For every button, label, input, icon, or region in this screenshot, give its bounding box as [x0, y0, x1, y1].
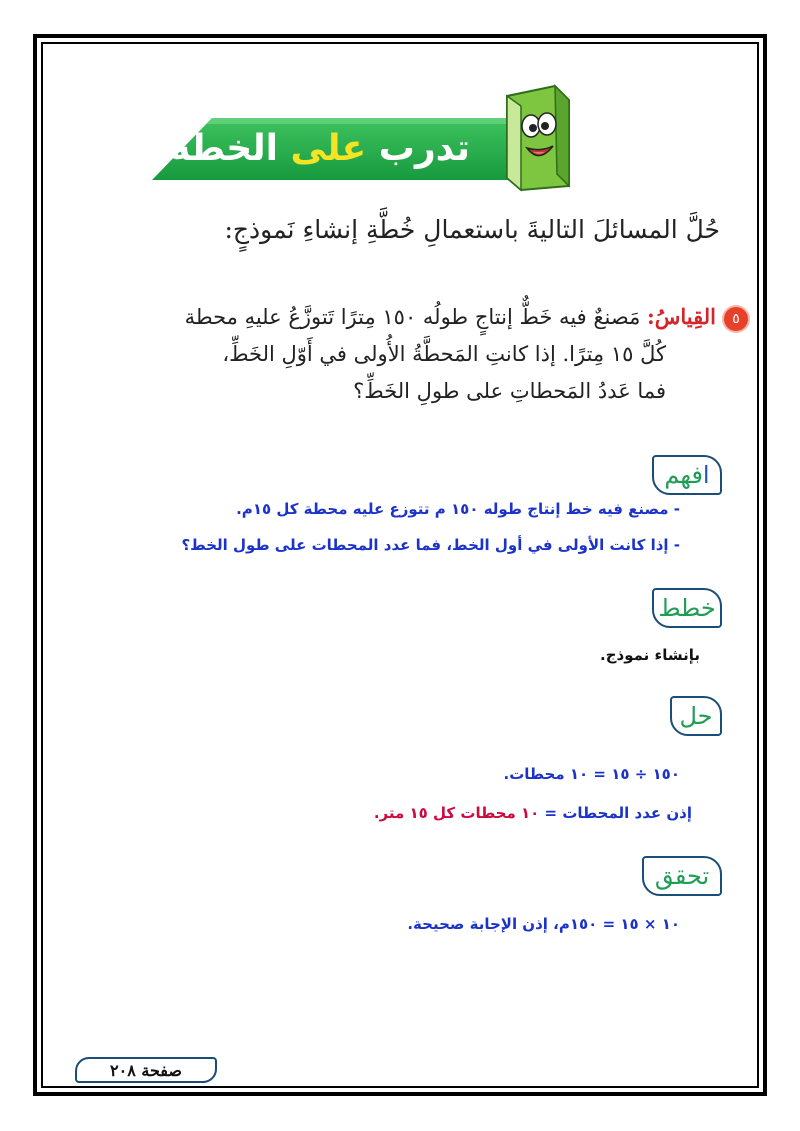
problem-line-2: كُلَّ ١٥ مِترًا. إذا كانتِ المَحطَّةُ الأُولى في أَوّلِ الخَطِّ، [222, 342, 666, 366]
solve-line-2: إذن عدد المحطات = ١٠ محطات كل ١٥ متر. [373, 804, 692, 822]
understand-line-2: - إذا كانت الأولى في أول الخط، فما عدد المحطات على طول الخط؟ [181, 536, 680, 554]
section-banner [150, 116, 530, 182]
check-line-1: ١٠ × ١٥ = ١٥٠م، إذن الإجابة صحيحة. [407, 915, 680, 933]
problem-line-3: فما عَددُ المَحطاتِ على طولِ الخَطِّ؟ [353, 379, 666, 403]
book-mascot-icon [495, 82, 575, 192]
solve-line-1: ١٥٠ ÷ ١٥ = ١٠ محطات. [503, 765, 680, 783]
tag-plan: خطط [652, 588, 722, 628]
understand-line-1: - مصنع فيه خط إنتاج طوله ١٥٠ م تتوزع عليه محطة كل ١٥م. [236, 500, 680, 518]
page-number: صفحة ٢٠٨ [110, 1060, 182, 1080]
tag-understand: ا فهم [652, 455, 722, 495]
problem-statement [108, 298, 748, 410]
problem-line-1: ٥القِياسُ: مَصنعٌ فيه خَطٌّ إنتاجٍ طولُه ١٥٠ مِترًا تَتوزَّعُ عليهِ محطة [108, 298, 748, 336]
problem-keyword: القِياسُ: [647, 304, 716, 329]
plan-line-1: بإنشاء نموذج. [600, 646, 700, 664]
page-number-box [75, 1057, 217, 1083]
intro-instruction: حُلَّ المسائلَ التاليةَ باستعمالِ خُطَّةِ إنشاءِ نَموذجٍ: [224, 215, 720, 244]
tag-check: تحقق [642, 856, 722, 896]
tag-solve: حل [670, 696, 722, 736]
problem-number-badge: ٥ [724, 307, 748, 331]
banner-title: تدرب على الخطة: [154, 128, 470, 169]
